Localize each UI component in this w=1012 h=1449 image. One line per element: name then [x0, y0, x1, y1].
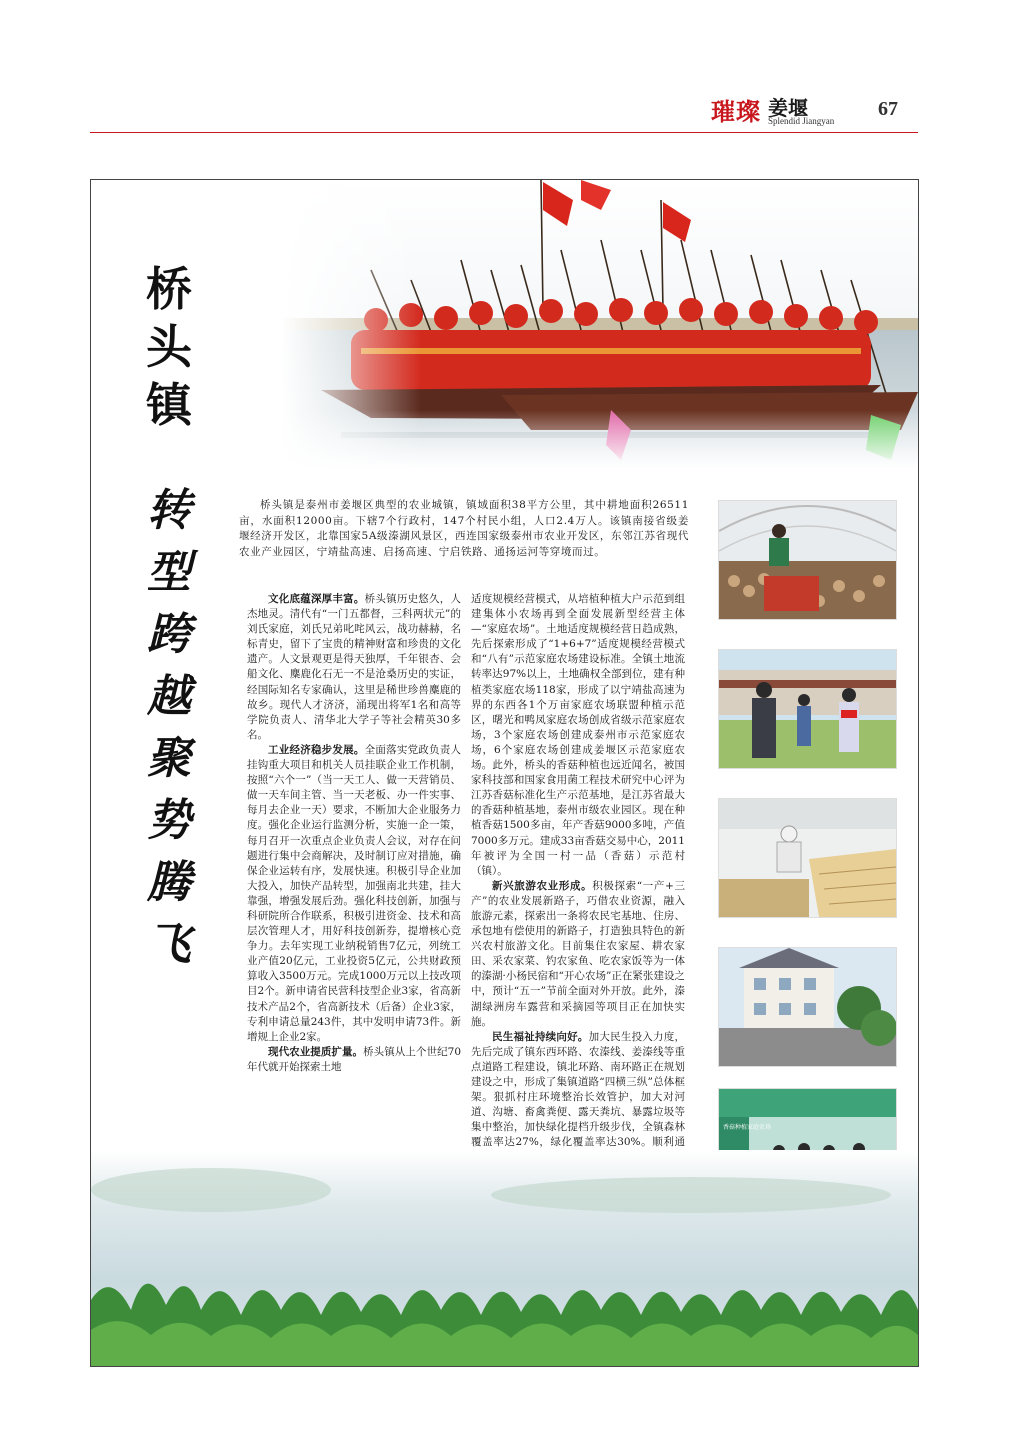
section-body: 全面落实党政负责人挂钩重大项目和机关人员挂联企业工作机制，按照“六个一”（当一天工人、做一天营销员、做一天车间主管、当一天老板、办一件实事、每月去企业一天）要求，不断加大企业服务力度。强化企业运行监测分析，实施一企一策，每月召开一次重点企业负责人会议，对存在问题进行集中会商解决，及时制订应对措施，确保企业运转有序，发展快速。积极引导企业加大投入，加快产品转型，加强南北共建，挂大靠强，增强发展后劲。强化科技创新，加强与科研院所合作联系，积极引进资金、技术和高层次管理人才，用好科技创新券，提增核心竞争力。去年实现工业纳税销售7亿元，列统工业产值20亿元，工业投资5亿元，公共财政预算收入3500万元。完成1000万元以上技改项目2个。新申请省民营科技型企业3家，省高新技术产品2个，省高新技术（后备）企业3家，专利申请总量243件，其中发明申请73件。新增规上企业2家。: [247, 743, 462, 1043]
photo-workshop-lumber: [718, 798, 897, 918]
section-paragraph: [247, 1045, 461, 1075]
bottom-lake-scene: [91, 1150, 918, 1366]
brand-name-english: Splendid Jiangyan: [768, 116, 835, 126]
section-body-part1: 桥头镇从上个世纪70年代就开始探索土地: [247, 1045, 461, 1073]
section-heading: 文化底蕴深厚丰富。: [268, 593, 365, 605]
section-paragraph: [471, 879, 685, 1030]
header-rule: [90, 132, 918, 133]
section-heading: 现代农业提质扩量。: [268, 1045, 364, 1058]
section-body-part2: 适度规模经营模式，从培植种植大户示范到组建集体小农场再到全面发展新型经营主体—“家庭农场”。土地适度规模经营日趋成熟，先后探索形成了“1+6+7”适度规模经营模式和“八有”示范家庭农场建设标准。全镇土地流转率达97%以上，土地确权全部到位，建有种植类家庭农场118家，形成了以宁靖盐高速为界的东西各1个万亩家庭农场联盟种植示范区，曙光和鸭凤家庭农场创成省级示范家庭农场，3个家庭农场创建成泰州市示范家庭农场，6个家庭农场创建成姜堰区示范家庭农场。此外，桥头的香菇种植也远近闻名，被国家科技部和国家食用菌工程技术研究中心评为江苏香菇标准化生产示范基地，是江苏省最大的香菇种植基地，泰州市级农业园区。现在种植香菇1500多亩，年产香菇9000多吨，产值7000多万元。建成33亩香菇交易中心，2011年被评为全国一村一品（香菇）示范村（镇）。: [471, 593, 685, 877]
section-body: 加大民生投入力度，先后完成了镇东西环路、农溱线、姜溱线等重点道路工程建设，镇北环路、南环路正在规划建设之中，形成了集镇道路“四横三纵”总体框架。狠抓村庄环境整治长效管护，加大对河道、沟塘、畜禽粪便、露天粪坑、暴露垃圾等集中整治，加快绿化提档升级步伐，全镇森林覆盖率达27%，绿化覆盖率达30%。顺利通: [471, 1030, 686, 1149]
page-header: [90, 88, 918, 134]
article-subtitle: 转型跨越 聚势腾飞: [147, 485, 191, 970]
page-number: 67: [878, 98, 898, 120]
section-body: 积极探索“一产+三产”的农业发展新路子，巧借农业资源，融入旅游元素，探索出一条将农民宅基地、住房、承包地有偿使用的新路子，打造独具特色的新兴农村旅游文化。目前集住农家屋、耕农家田、采农家菜、钓农家鱼、吃农家饭等为一体的溱湖·小杨民宿和“开心农场”正在紧张建设之中，预计“五一”节前全面对外开放。此外，溱湖绿洲房车露营和采摘园等项目正在加快实施。: [471, 879, 685, 1028]
hero-fade-bottom: [281, 410, 918, 470]
section-paragraph-continued: [471, 592, 685, 879]
section-body: 桥头镇历史悠久，人杰地灵。清代有“一门五都督，三科两状元”的刘氏家庭，刘氏兄弟叱咤风云，战功赫赫，名标青史，留下了宝贵的精神财富和珍贵的文化遗产。人文景观更是得天独厚，千年银杏、会船文化、麋鹿化石无一不是沧桑历史的实证，经国际知名专家确认，这里是稀世珍兽麋鹿的故乡。现代人才济济，涌现出将军1名和高等学院负责人、清华北大学子等社会精英30多名。: [247, 593, 462, 741]
section-heading: 工业经济稳步发展。: [268, 743, 365, 756]
section-paragraph: [247, 592, 461, 743]
section-heading: 民生福祉持续向好。: [492, 1030, 589, 1043]
article-frame: [90, 179, 919, 1367]
photo-villagers-meeting: [718, 649, 897, 769]
photo-mushroom-greenhouse: [718, 500, 897, 620]
section-heading: 新兴旅游农业形成。: [492, 879, 593, 892]
brand-name-red: 璀璨: [711, 97, 761, 126]
photo-village-houses: [718, 947, 897, 1067]
text-column-1: [247, 592, 461, 1075]
text-column-2: [471, 592, 685, 1181]
banner-text: 香菇种植家庭农场: [723, 1124, 772, 1131]
article-title: 桥头镇: [146, 262, 192, 432]
section-paragraph: [247, 743, 461, 1045]
brand-name-black: 姜堰: [768, 96, 808, 120]
intro-paragraph: 桥头镇是泰州市姜堰区典型的农业城镇，镇域面积38平方公里，其中耕地面积26511亩，水面积12000亩。下辖7个行政村，147个村民小组，人口2.4万人。该镇南接省级姜堰经济开发区，北靠国家5A级溱湖风景区，西连国家级泰州市农业开发区，东邻江苏省现代农业产业园区，宁靖盐高速、启扬高速、宁启铁路、通扬运河等穿境而过。: [239, 499, 689, 558]
